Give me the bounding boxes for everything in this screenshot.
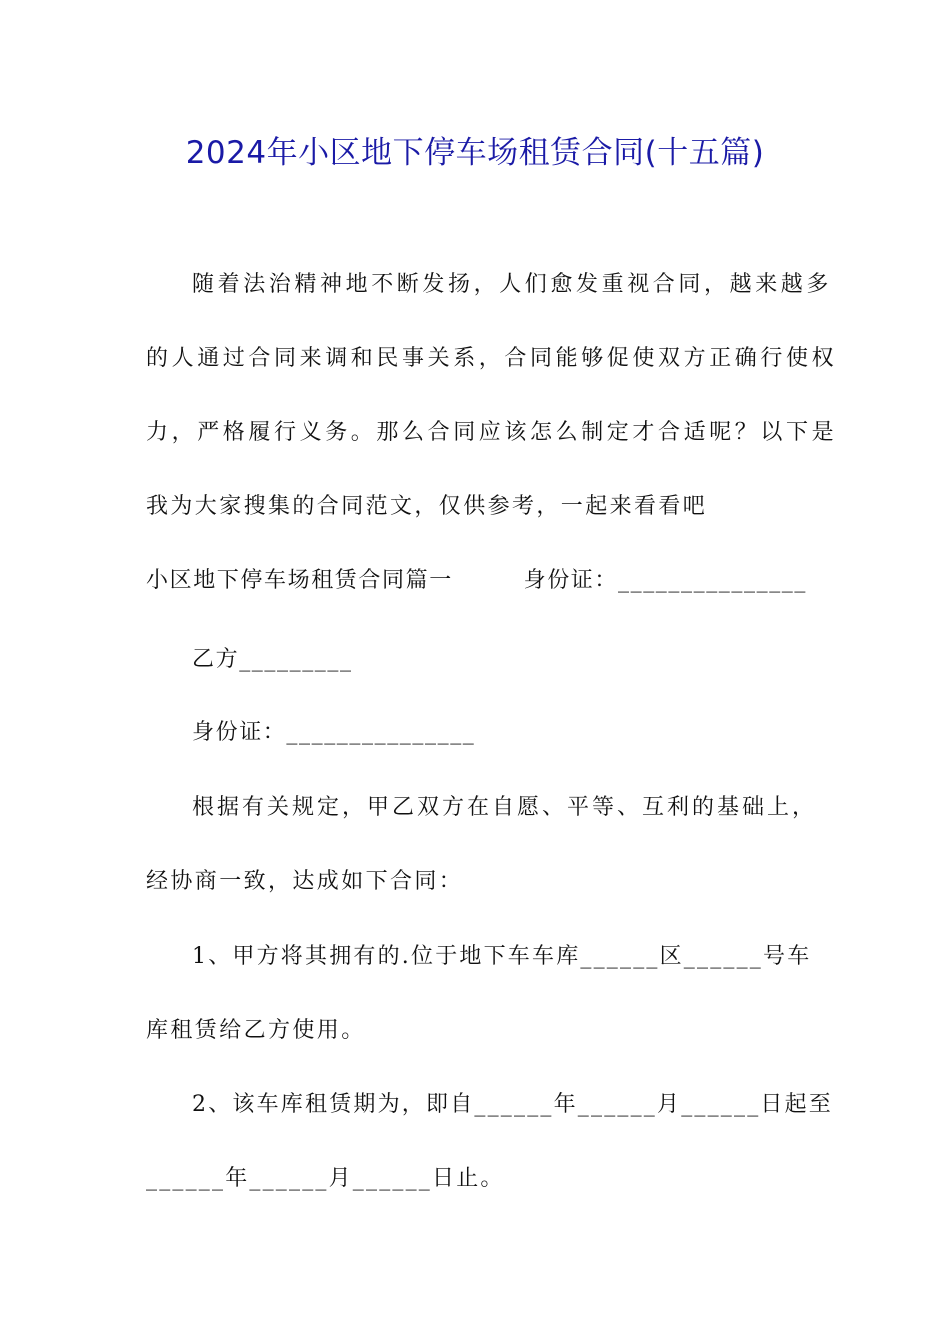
- clause-line: 1、甲方将其拥有的.位于地下车车库______区______号车: [192, 944, 812, 969]
- paragraph-line: 经协商一致，达成如下合同：: [146, 869, 464, 894]
- clause-line: 库租赁给乙方使用。: [146, 1018, 366, 1043]
- paragraph-line: 的人通过合同来调和民事关系，合同能够促使双方正确行使权: [146, 346, 838, 371]
- clause-line: ______年______月______日止。: [146, 1166, 505, 1191]
- id-card-line: 身份证：_______________: [192, 720, 476, 745]
- clause-line: 2、该车库租赁期为，即自______年______月______日起至: [192, 1092, 833, 1117]
- section-heading-line: 小区地下停车场租赁合同篇一 身份证：_______________: [146, 568, 808, 593]
- paragraph-line: 随着法治精神地不断发扬，人们愈发重视合同，越来越多: [192, 272, 833, 297]
- paragraph-line: 我为大家搜集的合同范文，仅供参考，一起来看看吧: [146, 494, 708, 519]
- party-b-line: 乙方_________: [192, 647, 353, 672]
- paragraph-line: 根据有关规定，甲乙双方在自愿、平等、互利的基础上，: [192, 795, 818, 820]
- paragraph-line: 力，严格履行义务。那么合同应该怎么制定才合适呢？以下是: [146, 420, 838, 445]
- document-title: 2024年小区地下停车场租赁合同(十五篇): [185, 135, 765, 171]
